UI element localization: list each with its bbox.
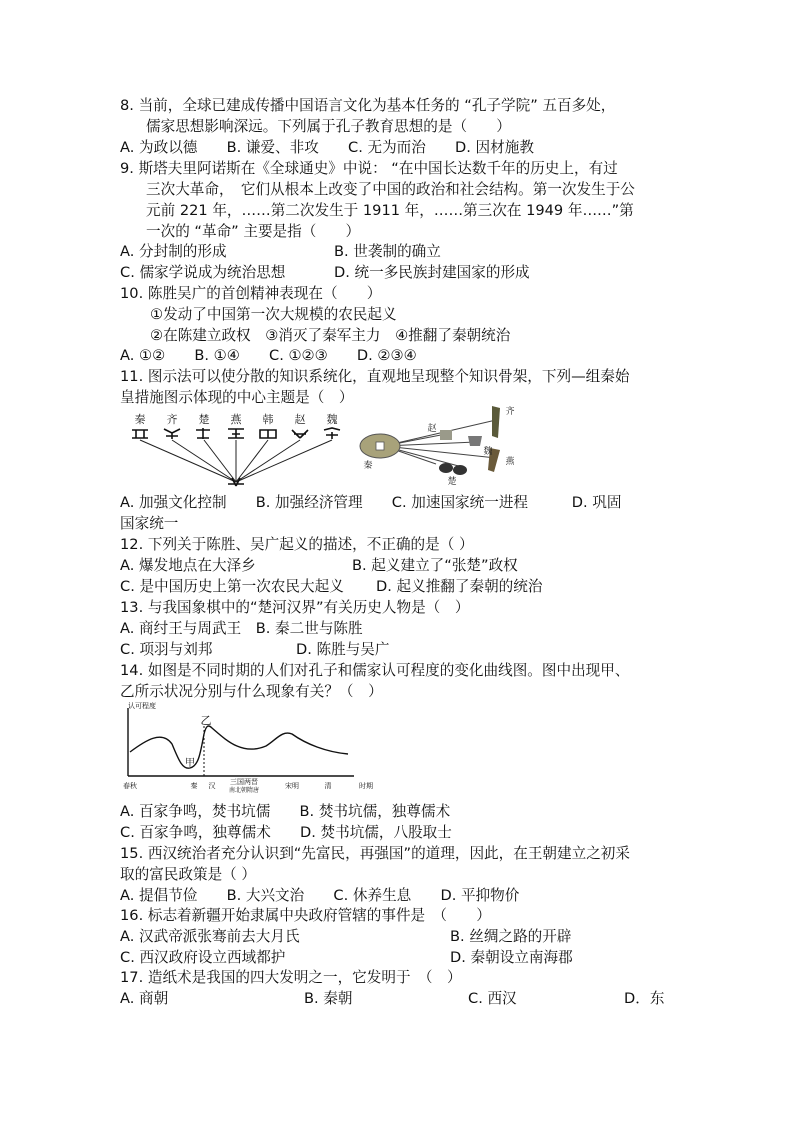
q15-stem: 15. 西汉统治者充分认识到“先富民，再强国”的道理，因此，在王朝建立之初采: [120, 845, 630, 862]
q11-state-label: 燕: [230, 413, 242, 426]
chart-period-label: 秦: [190, 782, 198, 790]
ant-nose-coin: [439, 463, 453, 473]
q9-option-d: D. 统一多民族封建国家的形成: [334, 264, 530, 281]
q12-option-b: B. 起义建立了“张楚”政权: [352, 557, 518, 574]
q17-options: [0, 989, 665, 1009]
q16-options-row1: [0, 927, 572, 947]
ant-nose-coin: [453, 465, 467, 475]
q9-options-row1: [0, 242, 441, 262]
q8-stem-cont: 儒家思想影响深远。下列属于孔子教育思想的是（ ）: [146, 118, 511, 135]
q17-stem: 17. 造纸术是我国的四大发明之一，它发明于 （ ）: [120, 969, 462, 986]
q11-options: A. 加强文化控制 B. 加强经济管理 C. 加速国家统一进程 D. 巩固: [120, 494, 622, 511]
q11-stem-cont: 皇措施图示体现的中心主题是（ ）: [120, 389, 354, 406]
q9-stem-cont-1: 三次大革命， 它们从根本上改变了中国的政治和社会结构。第一次发生于公: [146, 181, 635, 198]
q17-option-b: B. 秦朝: [304, 990, 353, 1007]
q11-coin-label: 赵: [427, 424, 437, 434]
q11-state-label: 楚: [198, 413, 210, 426]
q10-item-1: ①发动了中国第一次大规模的农民起义: [150, 306, 397, 323]
chart-marker-jia: 甲: [185, 758, 195, 769]
q10-options: A. ①② B. ①④ C. ①②③ D. ②③④: [120, 347, 417, 364]
q12-options-row1: [0, 556, 518, 576]
chart-period-label: 春秋: [123, 782, 137, 790]
q11-script-diagram: [128, 408, 350, 488]
q17-option-a: A. 商朝: [120, 990, 169, 1007]
q8-options: A. 为政以德 B. 谦爱、非攻 C. 无为而治 D. 因材施教: [120, 139, 534, 156]
q15-stem-cont: 取的富民政策是（ ）: [120, 866, 256, 883]
q13-stem: 13. 与我国象棋中的“楚河汉界”有关历史人物是（ ）: [120, 599, 470, 616]
q11-state-label: 齐: [166, 413, 178, 426]
knife-coin-qi: [492, 406, 500, 438]
q14-stem: 14. 如图是不同时期的人们对孔子和儒家认可程度的变化曲线图。图中出现甲、: [120, 662, 630, 679]
q13-options-row2: [0, 640, 390, 660]
q11-coin-label: 齐: [505, 407, 515, 417]
q13-option-c: C. 项羽与刘邦: [120, 641, 213, 658]
q15-options: A. 提倡节俭 B. 大兴文治 C. 休养生息 D. 平抑物价: [120, 887, 520, 904]
q11-state-label: 秦: [134, 413, 146, 426]
chart-ylabel: 认可程度: [128, 702, 156, 710]
q11-state-label: 韩: [262, 413, 274, 426]
q9-stem: 9. 斯塔夫里阿诺斯在《全球通史》中说： “在中国长达数千年的历史上，有过: [120, 160, 618, 177]
q11-currency-diagram: [356, 400, 536, 490]
q16-stem: 16. 标志着新疆开始隶属中央政府管辖的事件是 （ ）: [120, 907, 491, 924]
q13-option-d: D. 陈胜与吴广: [296, 641, 390, 658]
q12-option-a: A. 爆发地点在大泽乡: [120, 557, 256, 574]
spade-coin-wei: [468, 436, 482, 446]
chart-period-label: 三国两晋: [230, 778, 258, 786]
q12-option-c: C. 是中国历史上第一次农民大起义: [120, 578, 344, 595]
chart-period-label: 宋明: [285, 782, 299, 790]
ancient-script-glyphs: [132, 428, 340, 439]
q16-option-b: B. 丝绸之路的开辟: [450, 928, 572, 945]
recognition-curve: [130, 726, 348, 768]
q13-options-ab: A. 商纣王与周武王 B. 秦二世与陈胜: [120, 620, 363, 637]
q11-coin-label: 秦: [363, 461, 373, 471]
q11-options-cont: 国家统一: [120, 515, 179, 532]
q9-stem-cont-3: 一次的 “革命” 主要是指（ ）: [146, 223, 361, 240]
q14-stem-cont: 乙所示状况分别与什么现象有关？（ ）: [120, 683, 383, 700]
q16-option-a: A. 汉武帝派张骞前去大月氏: [120, 928, 300, 945]
q9-option-b: B. 世袭制的确立: [334, 243, 441, 260]
q11-coin-label: 燕: [505, 457, 515, 467]
q17-option-d: D．东: [624, 990, 665, 1007]
q16-option-d: D. 秦朝设立南海郡: [450, 949, 573, 966]
q11-coin-label: 楚: [447, 477, 457, 487]
q12-stem: 12. 下列关于陈胜、吴广起义的描述，不正确的是（ ）: [120, 536, 474, 553]
q9-stem-cont-2: 元前 221 年，……第二次发生于 1911 年，……第三次在 1949 年……”第: [146, 202, 634, 219]
q11-stem: 11. 图示法可以使分散的知识系统化，直观地呈现整个知识骨架，下列—组秦始: [120, 368, 630, 385]
q14-options-1: A. 百家争鸣，焚书坑儒 B. 焚书坑儒，独尊儒术: [120, 803, 451, 820]
q11-state-label: 魏: [326, 413, 338, 426]
q16-options-row2: [0, 948, 573, 968]
q14-options-2: C. 百家争鸣，独尊儒术 D. 焚书坑儒，八股取士: [120, 824, 452, 841]
q12-options-row2: [0, 577, 543, 597]
q9-option-a: A. 分封制的形成: [120, 243, 227, 260]
chart-xlabel: 时期: [359, 782, 373, 790]
chart-period-label: 南北朝隋唐: [228, 787, 260, 794]
chart-period-label: 清: [324, 782, 332, 790]
spade-coin-zhao: [440, 430, 452, 440]
q16-option-c: C. 西汉政府设立西域都护: [120, 949, 286, 966]
q9-options-row2: [0, 263, 530, 283]
q8-stem: 8. 当前，全球已建成传播中国语言文化为基本任务的 “孔子学院” 五百多处，: [120, 97, 616, 114]
chart-period-label: 汉: [208, 782, 216, 790]
q17-option-c: C. 西汉: [468, 990, 517, 1007]
q11-state-label: 赵: [294, 413, 306, 426]
q14-recognition-chart: [116, 700, 378, 794]
q10-stem: 10. 陈胜吴广的首创精神表现在（ ）: [120, 285, 382, 302]
chart-marker-yi: 乙: [200, 714, 212, 727]
q12-option-d: D. 起义推翻了秦朝的统治: [376, 578, 543, 595]
q9-option-c: C. 儒家学说成为统治思想: [120, 264, 286, 281]
q10-item-2: ②在陈建立政权 ③消灭了秦军主力 ④推翻了秦朝统治: [150, 327, 511, 344]
q11-coin-label: 魏: [483, 447, 493, 457]
